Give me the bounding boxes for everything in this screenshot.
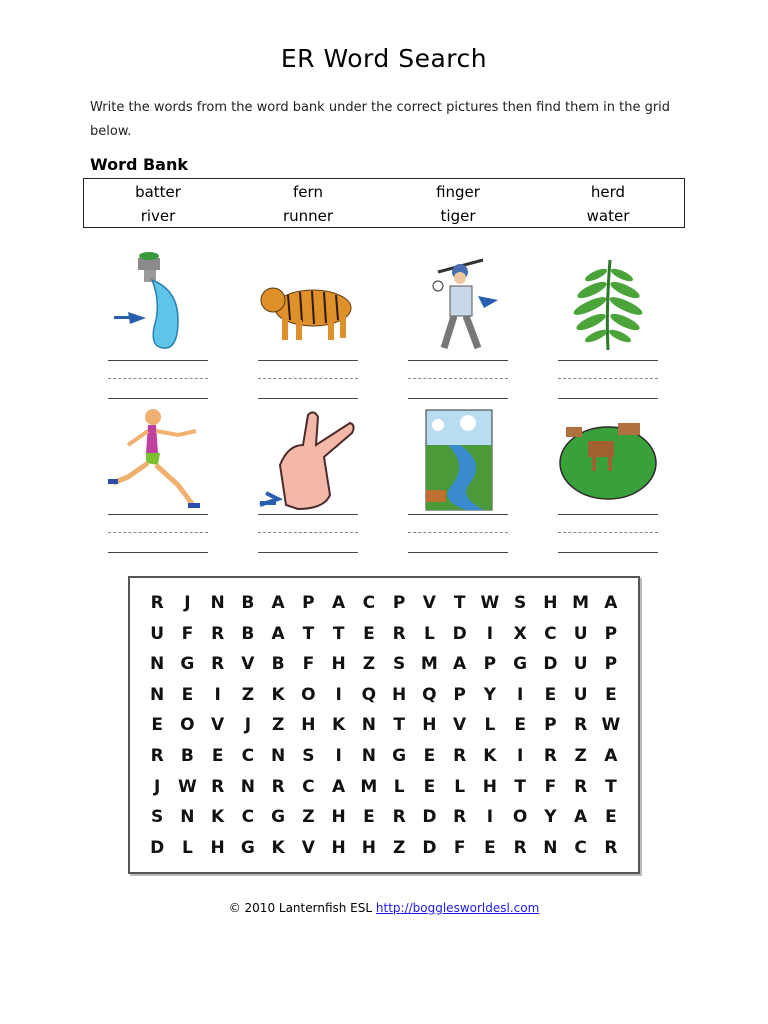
grid-letter[interactable]: N [240, 776, 255, 797]
grid-letter[interactable]: L [181, 837, 193, 858]
grid-letter[interactable]: R [453, 807, 467, 828]
grid-letter[interactable]: P [604, 623, 618, 644]
grid-letter[interactable]: I [486, 807, 494, 828]
grid-letter[interactable]: V [422, 593, 436, 613]
grid-letter[interactable]: A [604, 593, 618, 613]
grid-letter[interactable]: Z [271, 715, 285, 736]
answer-lines [558, 360, 658, 404]
grid-letter[interactable]: E [514, 715, 526, 736]
grid-letter[interactable]: X [513, 623, 527, 644]
grid-letter[interactable]: G [513, 654, 528, 675]
grid-letter[interactable]: F [453, 837, 466, 858]
grid-letter[interactable]: C [241, 745, 255, 766]
copyright-text: © 2010 Lanternfish ESL [228, 901, 373, 915]
grid-letter[interactable]: V [453, 715, 467, 736]
grid-letter[interactable]: R [574, 776, 588, 797]
grid-letter[interactable]: K [271, 837, 285, 858]
word-bank-word: batter [135, 183, 181, 201]
word-bank-word: herd [590, 183, 626, 201]
grid-letter[interactable]: R [574, 715, 588, 736]
grid-letter[interactable]: E [211, 745, 224, 766]
grid-letter[interactable]: P [604, 654, 618, 675]
grid-letter[interactable]: H [301, 715, 316, 736]
word-bank-word: finger [436, 183, 480, 201]
grid-letter[interactable]: A [271, 623, 285, 644]
herd-icon [558, 405, 658, 515]
grid-letter[interactable]: R [392, 807, 406, 828]
grid-letter[interactable]: I [516, 745, 524, 766]
grid-letter[interactable]: L [484, 715, 496, 736]
instructions: Write the words from the word bank under the correct pictures then find them in the grid below. [90, 100, 671, 139]
grid-letter[interactable]: C [362, 593, 376, 613]
grid-letter[interactable]: F [302, 654, 315, 675]
grid-letter[interactable]: N [271, 745, 286, 766]
footer [0, 901, 768, 915]
word-bank-word: river [140, 207, 176, 225]
grid-letter[interactable]: C [241, 807, 255, 828]
grid-letter[interactable]: U [573, 684, 588, 705]
grid-letter[interactable]: P [302, 593, 315, 613]
grid-letter[interactable]: H [331, 837, 346, 858]
grid-letter[interactable]: M [420, 654, 438, 675]
grid-letter[interactable]: M [572, 593, 590, 613]
grid-letter[interactable]: I [214, 684, 221, 705]
grid-letter[interactable]: Q [422, 684, 437, 705]
grid-letter[interactable]: K [211, 807, 225, 828]
grid-letter[interactable]: T [605, 776, 617, 797]
grid-letter[interactable]: I [516, 684, 524, 705]
grid-letter[interactable]: K [483, 745, 497, 766]
grid-letter[interactable]: D [452, 623, 467, 644]
grid-letter[interactable]: K [332, 715, 346, 736]
grid-letter[interactable]: N [180, 807, 195, 828]
grid-letter[interactable]: J [184, 593, 191, 613]
grid-letter[interactable]: D [543, 654, 558, 675]
grid-letter[interactable]: P [392, 593, 406, 613]
grid-letter[interactable]: O [180, 715, 195, 736]
grid-letter[interactable]: C [574, 837, 587, 858]
grid-letter[interactable]: B [180, 745, 194, 766]
grid-letter[interactable]: G [392, 745, 407, 766]
grid-letter[interactable]: E [605, 807, 617, 828]
grid-letter[interactable]: E [363, 807, 375, 828]
grid-letter[interactable]: G [180, 654, 195, 675]
batter-icon [408, 250, 508, 360]
grid-letter[interactable]: H [543, 593, 558, 613]
word-bank-word: water [586, 207, 630, 225]
grid-letter[interactable]: D [422, 837, 437, 858]
answer-lines [108, 360, 208, 404]
word-bank-word: runner [282, 207, 334, 225]
grid-letter[interactable]: R [150, 745, 164, 766]
grid-letter[interactable]: U [573, 654, 588, 675]
answer-lines [408, 360, 508, 404]
grid-letter[interactable]: A [604, 745, 618, 766]
grid-letter[interactable]: R [543, 745, 557, 766]
grid-letter[interactable]: E [151, 715, 163, 736]
grid-letter[interactable]: E [423, 745, 436, 766]
grid-letter[interactable]: H [331, 654, 346, 675]
word-bank [83, 180, 685, 228]
grid-letter[interactable]: L [423, 623, 435, 644]
grid-letter[interactable]: M [360, 776, 378, 797]
grid-letter[interactable]: E [605, 684, 617, 705]
grid-letter[interactable]: N [150, 654, 165, 675]
website-link[interactable]: http://bogglesworldesl.com [375, 901, 540, 915]
grid-letter[interactable]: T [453, 593, 466, 613]
grid-letter[interactable]: C [302, 776, 315, 797]
grid-letter[interactable]: P [544, 715, 557, 736]
grid-letter[interactable]: V [211, 715, 225, 736]
grid-letter[interactable]: D [422, 807, 437, 828]
grid-letter[interactable]: A [271, 593, 285, 613]
grid-letter[interactable]: H [361, 837, 376, 858]
answer-lines [258, 360, 358, 404]
grid-letter[interactable]: E [181, 684, 194, 705]
grid-letter[interactable]: T [302, 623, 315, 644]
runner-icon [108, 405, 208, 515]
grid-letter[interactable]: H [422, 715, 437, 736]
answer-lines [558, 514, 658, 558]
finger-icon [258, 405, 358, 515]
grid-letter[interactable]: T [514, 776, 526, 797]
grid-letter[interactable]: G [240, 837, 255, 858]
grid-letter[interactable]: R [211, 776, 225, 797]
grid-letter[interactable]: H [392, 684, 407, 705]
grid-letter[interactable]: C [544, 623, 557, 644]
answer-lines [258, 514, 358, 558]
grid-letter[interactable]: N [150, 684, 165, 705]
grid-letter[interactable]: D [150, 837, 165, 858]
grid-letter[interactable]: Z [241, 684, 255, 705]
grid-letter[interactable]: I [486, 623, 494, 644]
grid-letter[interactable]: N [361, 715, 376, 736]
grid-letter[interactable]: E [423, 776, 436, 797]
grid-letter[interactable]: R [513, 837, 527, 858]
grid-letter[interactable]: U [150, 623, 165, 644]
grid-letter[interactable]: A [453, 654, 467, 675]
grid-letter[interactable]: Q [361, 684, 377, 705]
grid-letter[interactable]: Z [362, 654, 376, 675]
grid-letter[interactable]: S [302, 745, 315, 766]
page-title: ER Word Search [280, 44, 488, 73]
word-bank-word: fern [293, 183, 323, 201]
grid-letter[interactable]: Z [574, 745, 587, 766]
grid-letter[interactable]: N [210, 593, 225, 613]
grid-letter[interactable]: W [601, 715, 621, 736]
grid-letter[interactable]: E [544, 684, 557, 705]
water-faucet-icon [108, 250, 208, 360]
answer-lines [108, 514, 208, 558]
grid-letter[interactable]: I [335, 745, 342, 766]
grid-letter[interactable]: S [393, 654, 406, 675]
grid-letter[interactable]: E [484, 837, 496, 858]
grid-letter[interactable]: Y [483, 684, 497, 705]
grid-letter[interactable]: B [241, 593, 255, 613]
grid-letter[interactable]: J [244, 715, 252, 736]
grid-letter[interactable]: W [480, 593, 500, 613]
grid-letter[interactable]: L [393, 776, 405, 797]
grid-letter[interactable]: S [151, 807, 164, 828]
grid-letter[interactable]: J [153, 776, 161, 797]
grid-letter[interactable]: R [211, 623, 225, 644]
grid-letter[interactable]: R [392, 623, 406, 644]
grid-letter[interactable]: O [512, 807, 528, 828]
grid-letter[interactable]: R [150, 593, 164, 613]
grid-letter[interactable]: B [271, 654, 285, 675]
grid-letter[interactable]: P [453, 684, 466, 705]
grid-letter[interactable]: V [301, 837, 315, 858]
grid-letter[interactable]: G [271, 807, 286, 828]
fern-icon [558, 250, 658, 360]
word-bank-word: tiger [440, 207, 476, 225]
grid-letter[interactable]: N [543, 837, 558, 858]
river-icon [408, 405, 508, 515]
grid-letter[interactable]: A [332, 776, 346, 797]
grid-letter[interactable]: T [393, 715, 405, 736]
grid-letter[interactable]: A [574, 807, 588, 828]
answer-lines [408, 514, 508, 558]
grid-letter[interactable]: H [482, 776, 497, 797]
grid-letter[interactable]: R [211, 654, 225, 675]
grid-letter[interactable]: R [604, 837, 618, 858]
grid-letter[interactable]: R [453, 745, 467, 766]
grid-letter[interactable]: H [331, 807, 346, 828]
word-search-grid [142, 588, 626, 863]
tiger-icon [258, 250, 358, 360]
grid-letter[interactable]: P [483, 654, 497, 675]
grid-letter[interactable]: B [241, 623, 255, 644]
grid-letter[interactable]: L [454, 776, 466, 797]
grid-letter[interactable]: W [177, 776, 197, 797]
grid-letter[interactable]: Z [302, 807, 315, 828]
word-bank-label: Word Bank [90, 155, 189, 174]
grid-letter[interactable]: Y [544, 807, 557, 828]
grid-letter[interactable]: O [301, 684, 316, 705]
grid-letter[interactable]: E [363, 623, 375, 644]
grid-letter[interactable]: T [332, 623, 345, 644]
grid-letter[interactable]: F [181, 623, 194, 644]
grid-letter[interactable]: U [573, 623, 588, 644]
grid-letter[interactable]: F [544, 776, 557, 797]
grid-letter[interactable]: I [335, 684, 342, 705]
grid-letter[interactable]: N [361, 745, 376, 766]
grid-letter[interactable]: V [241, 654, 255, 675]
grid-letter[interactable]: Z [392, 837, 406, 858]
grid-letter[interactable]: A [332, 593, 346, 613]
grid-letter[interactable]: H [210, 837, 225, 858]
grid-letter[interactable]: R [271, 776, 285, 797]
grid-letter[interactable]: S [514, 593, 527, 613]
grid-letter[interactable]: K [271, 684, 285, 705]
